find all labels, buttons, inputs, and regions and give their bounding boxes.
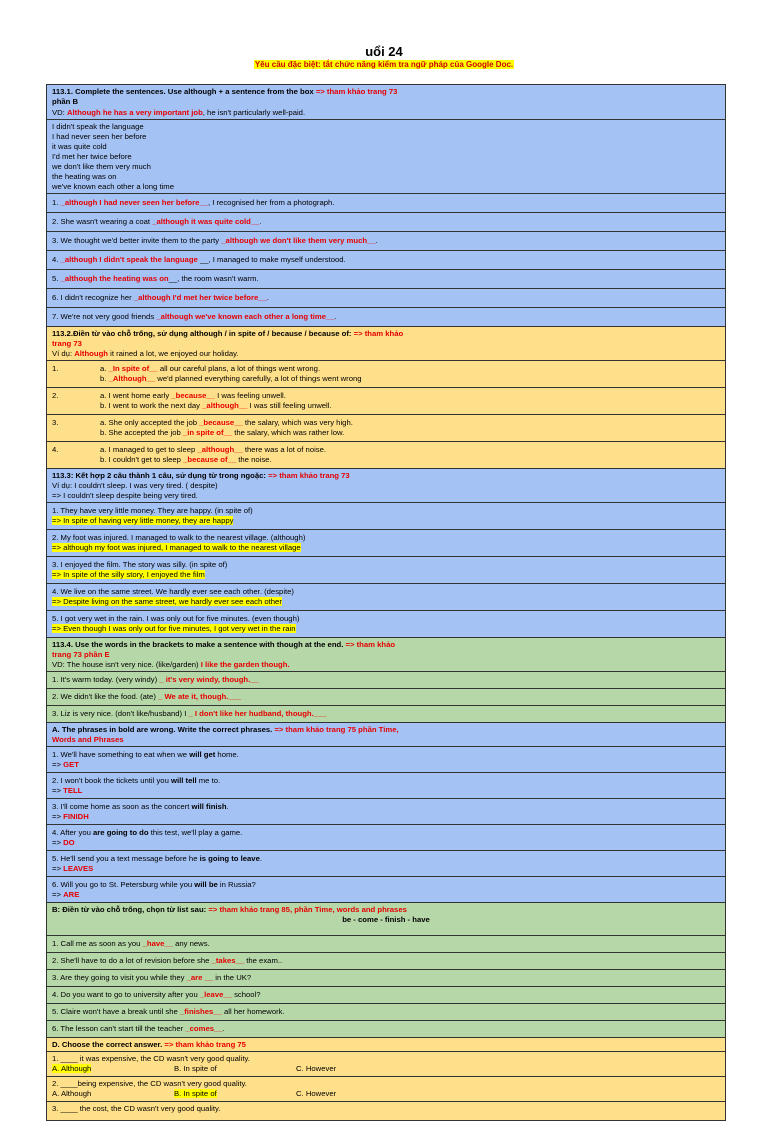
page-subtitle: Yêu cầu đặc biệt: tắt chức năng kiểm tra ngữ pháp của Google Doc. <box>254 60 514 69</box>
s2-item: 2. a. I went home early _because__ I was feeling unwell. b. I went to work the next day _although__ I was still feeling unwell. <box>46 388 726 415</box>
sA-item: 3. I'll come home as soon as the concert will finish. => FINIDH <box>46 799 726 825</box>
s4-header: 113.4. Use the words in the brackets to make a sentence with though at the end. => tham khảo trang 73 phần E VD: The house isn't very nice. (like/garden) I like the garden though. <box>46 638 726 672</box>
sD-item: 2. ____being expensive, the CD wasn't very good quality. A. Although B. In spite of C. However <box>46 1077 726 1102</box>
sA-item: 4. After you are going to do this test, we'll play a game. => DO <box>46 825 726 851</box>
sB-item: 6. The lesson can't start till the teacher _comes__. <box>46 1021 726 1038</box>
sA-item: 6. Will you go to St. Petersburg while you will be in Russia? => ARE <box>46 877 726 903</box>
sD-header: D. Choose the correct answer. => tham khảo trang 75 <box>46 1038 726 1052</box>
s1-item: 3. We thought we'd better invite them to the party _although we don't like them very much__. <box>46 232 726 251</box>
s4-item: 3. Liz is very nice. (don't like/husband) I _ I don't like her hudband, though.___ <box>46 706 726 723</box>
sA-item: 1. We'll have something to eat when we will get home. => GET <box>46 747 726 773</box>
sD-item: 1. ____ it was expensive, the CD wasn't very good quality. A. Although B. In spite of C. However <box>46 1052 726 1077</box>
sB-item: 3. Are they going to visit you while they _are __ in the UK? <box>46 970 726 987</box>
sB-item: 1. Call me as soon as you _have__ any news. <box>46 936 726 953</box>
s1-item: 2. She wasn't wearing a coat _although it was quite cold__. <box>46 213 726 232</box>
s2-item: 4. a. I managed to get to sleep _although__ there was a lot of noise. b. I couldn't get to sleep _because of__ the noise. <box>46 442 726 469</box>
s3-item: 5. I got very wet in the rain. I was only out for five minutes. (even though) => Even though I was only out for five minutes, I got very wet in the rain <box>46 611 726 638</box>
sA-item: 2. I won't book the tickets until you will tell me to. => TELL <box>46 773 726 799</box>
s3-item: 3. I enjoyed the film. The story was silly. (in spite of) => In spite of the silly story, I enjoyed the film <box>46 557 726 584</box>
sA-item: 5. He'll send you a text message before he is going to leave. => LEAVES <box>46 851 726 877</box>
page-title: uổi 24 <box>365 44 403 59</box>
s3-header: 113.3: Kết hợp 2 câu thành 1 câu, sử dụng từ trong ngoặc: => tham khảo trang 73 Ví dụ: I couldn't sleep. I was very tired. ( despite) => I couldn't sleep despite being very tired. <box>46 469 726 503</box>
sB-header: B: Điền từ vào chỗ trống, chọn từ list sau: => tham khảo trang 85, phần Time, words and phrases be - come - finish - have <box>46 903 726 936</box>
worksheet <box>46 84 726 1113</box>
s1-item: 5. _although the heating was on__, the room wasn't warm. <box>46 270 726 289</box>
sB-item: 4. Do you want to go to university after you _leave__ school? <box>46 987 726 1004</box>
s1-item: 7. We're not very good friends _although we've known each other a long time__. <box>46 308 726 327</box>
s1-box: I didn't speak the language I had never seen her before it was quite cold I'd met her twice before we don't like them very much the heating was on we've known each other a long time <box>46 120 726 194</box>
sD-item: 3. ____ the cost, the CD wasn't very good quality. <box>46 1102 726 1121</box>
s3-item: 4. We live on the same street. We hardly ever see each other. (despite) => Despite living on the same street, we hardly ever see each other <box>46 584 726 611</box>
s1-item: 1. _although I had never seen her before__, I recognised her from a photograph. <box>46 194 726 213</box>
s1-item: 6. I didn't recognize her _although I'd met her twice before__. <box>46 289 726 308</box>
s1-example: VD: Although he has a very important job, he isn't particularly well-paid. <box>46 106 726 120</box>
s2-header: 113.2.Điền từ vào chỗ trống, sử dụng although / in spite of / because / because of: => tham khảo trang 73 Ví dụ: Although it rained a lot, we enjoyed our holiday. <box>46 327 726 361</box>
s3-item: 1. They have very little money. They are happy. (in spite of) => In spite of having very little money, they are happy <box>46 503 726 530</box>
sB-item: 2. She'll have to do a lot of revision before she _takes__ the exam.. <box>46 953 726 970</box>
s4-item: 2. We didn't like the food. (ate) _ We ate it, though.___ <box>46 689 726 706</box>
sA-header: A. The phrases in bold are wrong. Write the correct phrases. => tham khảo trang 75 phần Time, Words and Phrases <box>46 723 726 747</box>
s2-item: 1. a. _In spite of__ all our careful plans, a lot of things went wrong. b. _Although__ we'd planned everything carefully, a lot of things went wrong <box>46 361 726 388</box>
s3-item: 2. My foot was injured. I managed to walk to the nearest village. (although) => although my foot was injured, I managed to walk to the nearest village <box>46 530 726 557</box>
s1-header: 113.1. Complete the sentences. Use although + a sentence from the box => tham khảo trang 73 phần B <box>46 85 726 109</box>
s2-item: 3. a. She only accepted the job _because__ the salary, which was very high. b. She accepted the job _in spite of__ the salary, which was rather low. <box>46 415 726 442</box>
sB-item: 5. Claire won't have a break until she _finishes__ all her homework. <box>46 1004 726 1021</box>
s4-item: 1. It's warm today. (very windy) _ it's very windy, though.__ <box>46 672 726 689</box>
s1-item: 4. _although I didn't speak the language __, I managed to make myself understood. <box>46 251 726 270</box>
